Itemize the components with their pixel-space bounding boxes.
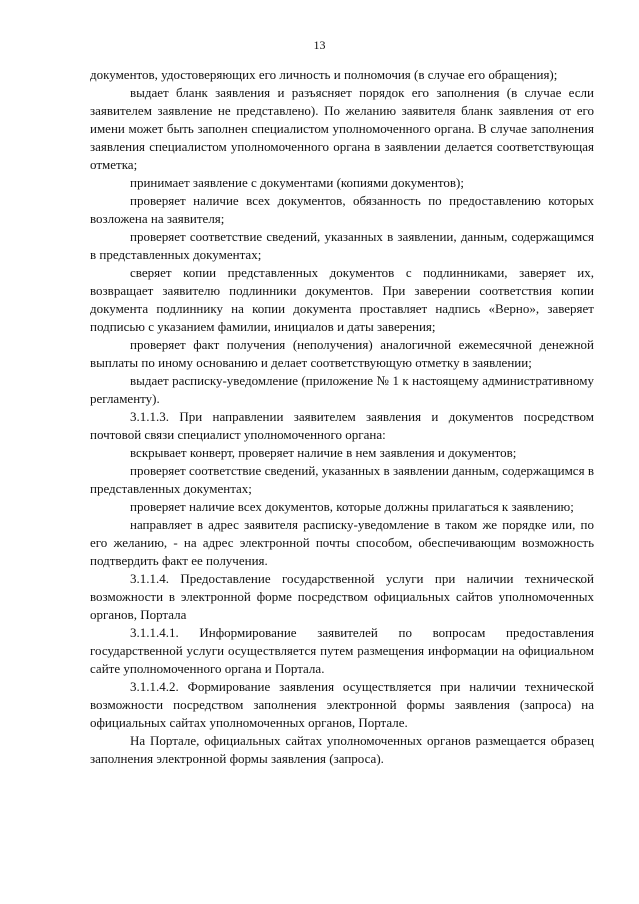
paragraph: проверяет наличие всех документов, обязанность по предоставлению которых возложена на заявителя; (90, 193, 594, 226)
paragraph: проверяет факт получения (неполучения) аналогичной ежемесячной денежной выплаты по иному основанию и делает соответствующую отметку в заявлении; (90, 337, 594, 370)
paragraph: направляет в адрес заявителя расписку-уведомление в таком же порядке или, по его желанию, - на адрес электронной почты способом, обеспечивающим возможность подтвердить факт ее получения. (90, 517, 594, 568)
paragraph: 3.1.1.4.1. Информирование заявителей по вопросам предоставления государственной услуги осуществляется путем размещения информации на официальном сайте уполномоченного органа и Портала. (90, 625, 594, 676)
page-number: 13 (313, 38, 326, 52)
paragraph: вскрывает конверт, проверяет наличие в нем заявления и документов; (130, 445, 517, 460)
paragraph: проверяет наличие всех документов, которые должны прилагаться к заявлению; (130, 499, 574, 514)
paragraph: документов, удостоверяющих его личность и полномочия (в случае его обращения); (90, 67, 558, 82)
paragraph: 3.1.1.4. Предоставление государственной услуги при наличии технической возможности в электронной форме посредством официальных сайтов уполномоченных органов, Портала (90, 571, 594, 622)
paragraph: сверяет копии представленных документов с подлинниками, заверяет их, возвращает заявителю подлинники документов. При заверении соответствия копии документа подлиннику на копии документа проставляет надпись «Верно», заверяет подписью с указанием фамилии, инициалов и даты заверения; (90, 265, 594, 334)
document-body (90, 66, 594, 768)
paragraph: 3.1.1.3. При направлении заявителем заявления и документов посредством почтовой связи специалист уполномоченного органа: (90, 409, 594, 442)
paragraph: выдает расписку-уведомление (приложение № 1 к настоящему административному регламенту). (90, 373, 594, 406)
paragraph: проверяет соответствие сведений, указанных в заявлении, данным, содержащимся в представленных документах; (90, 229, 594, 262)
paragraph: проверяет соответствие сведений, указанных в заявлении данным, содержащимся в представленных документах; (90, 463, 594, 496)
paragraph: выдает бланк заявления и разъясняет порядок его заполнения (в случае если заявителем заявление не представлено). По желанию заявителя бланк заявления от его имени может быть заполнен специалистом уполномоченного органа. В случае заполнения заявления специалистом уполномоченного органа в заявлении делается соответствующая отметка; (90, 85, 594, 172)
paragraph: 3.1.1.4.2. Формирование заявления осуществляется при наличии технической возможности посредством заполнения электронной формы заявления (запроса) на официальных сайтах уполномоченных органов, Портале. (90, 679, 594, 730)
paragraph: На Портале, официальных сайтах уполномоченных органов размещается образец заполнения электронной формы заявления (запроса). (90, 733, 594, 766)
paragraph: принимает заявление с документами (копиями документов); (130, 175, 465, 190)
